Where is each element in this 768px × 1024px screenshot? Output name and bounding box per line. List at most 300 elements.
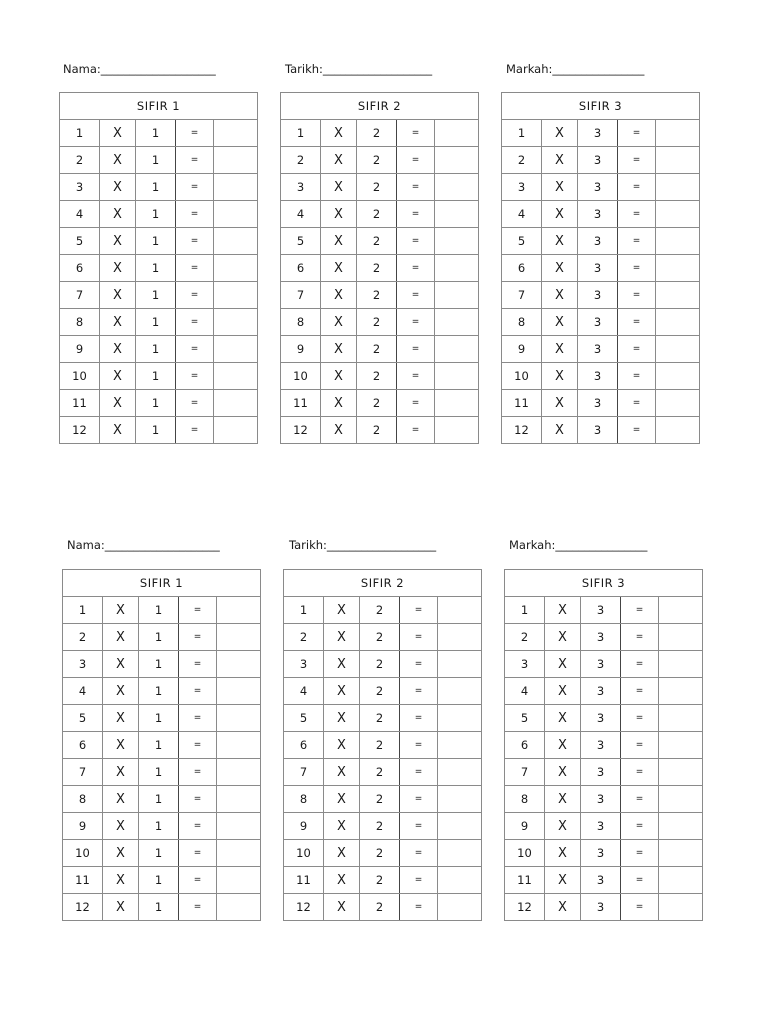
times-sign: X [542, 255, 578, 282]
times-sign: X [100, 174, 136, 201]
answer-cell[interactable] [435, 201, 479, 228]
equals-sign: = [621, 678, 659, 705]
markah-field [509, 538, 647, 552]
markah-label: Markah:________________ [509, 538, 648, 552]
answer-cell[interactable] [438, 705, 482, 732]
equals-sign: = [397, 309, 435, 336]
table-row [502, 255, 700, 282]
equals-sign: = [400, 786, 438, 813]
row-number: 1 [505, 597, 545, 624]
multiplier: 3 [578, 174, 618, 201]
equals-sign: = [400, 759, 438, 786]
table-row [502, 390, 700, 417]
table-row [502, 417, 700, 444]
answer-cell[interactable] [659, 597, 703, 624]
table-row [63, 651, 261, 678]
answer-cell[interactable] [438, 867, 482, 894]
table-row [502, 201, 700, 228]
answer-cell[interactable] [659, 894, 703, 921]
multiplier: 1 [139, 651, 179, 678]
table-row [63, 786, 261, 813]
table-row [60, 174, 258, 201]
table-row [60, 363, 258, 390]
times-sign: X [103, 624, 139, 651]
row-number: 3 [284, 651, 324, 678]
times-sign: X [103, 651, 139, 678]
multiplier: 2 [360, 867, 400, 894]
answer-cell[interactable] [435, 147, 479, 174]
equals-sign: = [618, 336, 656, 363]
answer-cell[interactable] [659, 732, 703, 759]
row-number: 7 [63, 759, 103, 786]
multiplier: 3 [578, 147, 618, 174]
answer-cell[interactable] [435, 363, 479, 390]
answer-cell[interactable] [438, 759, 482, 786]
times-sign: X [545, 759, 581, 786]
row-number: 2 [281, 147, 321, 174]
table-row [63, 813, 261, 840]
multiplier: 2 [357, 336, 397, 363]
equals-sign: = [618, 174, 656, 201]
row-number: 2 [63, 624, 103, 651]
times-sign: X [542, 282, 578, 309]
equals-sign: = [618, 309, 656, 336]
answer-cell[interactable] [435, 390, 479, 417]
table-row [505, 597, 703, 624]
multiplier: 1 [136, 282, 176, 309]
table-row [505, 759, 703, 786]
row-number: 12 [281, 417, 321, 444]
multiplier: 1 [136, 363, 176, 390]
row-number: 1 [502, 120, 542, 147]
sifir-title: SIFIR 1 [60, 93, 258, 120]
row-number: 5 [502, 228, 542, 255]
equals-sign: = [176, 336, 214, 363]
multiplier: 1 [136, 120, 176, 147]
answer-cell[interactable] [656, 309, 700, 336]
row-number: 4 [284, 678, 324, 705]
times-sign: X [103, 705, 139, 732]
answer-cell[interactable] [656, 390, 700, 417]
row-number: 2 [505, 624, 545, 651]
answer-cell[interactable] [435, 417, 479, 444]
answer-cell[interactable] [214, 228, 258, 255]
table-row [60, 336, 258, 363]
answer-cell[interactable] [214, 255, 258, 282]
answer-cell[interactable] [217, 678, 261, 705]
answer-cell[interactable] [659, 759, 703, 786]
answer-cell[interactable] [435, 255, 479, 282]
answer-cell[interactable] [214, 309, 258, 336]
table-title-row [63, 570, 261, 597]
times-sign: X [545, 597, 581, 624]
answer-cell[interactable] [217, 786, 261, 813]
equals-sign: = [621, 894, 659, 921]
multiplier: 1 [139, 624, 179, 651]
equals-sign: = [179, 651, 217, 678]
answer-cell[interactable] [217, 759, 261, 786]
table-row [502, 120, 700, 147]
equals-sign: = [400, 651, 438, 678]
row-number: 12 [284, 894, 324, 921]
row-number: 3 [502, 174, 542, 201]
multiplier: 1 [136, 417, 176, 444]
answer-cell[interactable] [217, 624, 261, 651]
row-number: 3 [505, 651, 545, 678]
sifir-table [283, 569, 482, 921]
times-sign: X [100, 255, 136, 282]
times-sign: X [324, 813, 360, 840]
sifir-table [501, 92, 700, 444]
equals-sign: = [176, 174, 214, 201]
answer-cell[interactable] [438, 732, 482, 759]
times-sign: X [324, 624, 360, 651]
sifir-title: SIFIR 2 [281, 93, 479, 120]
equals-sign: = [397, 282, 435, 309]
row-number: 4 [502, 201, 542, 228]
answer-cell[interactable] [435, 120, 479, 147]
times-sign: X [324, 678, 360, 705]
table-row [281, 201, 479, 228]
multiplier: 1 [139, 597, 179, 624]
table-row [505, 894, 703, 921]
times-sign: X [324, 651, 360, 678]
table-row [60, 255, 258, 282]
times-sign: X [321, 309, 357, 336]
answer-cell[interactable] [659, 651, 703, 678]
multiplier: 1 [139, 894, 179, 921]
times-sign: X [321, 336, 357, 363]
markah-label: Markah:________________ [506, 62, 645, 76]
equals-sign: = [179, 678, 217, 705]
equals-sign: = [621, 651, 659, 678]
times-sign: X [100, 309, 136, 336]
multiplier: 1 [136, 174, 176, 201]
row-number: 1 [60, 120, 100, 147]
nama-field [67, 538, 220, 552]
equals-sign: = [176, 417, 214, 444]
table-row [284, 705, 482, 732]
table-title-row [284, 570, 482, 597]
answer-cell[interactable] [438, 651, 482, 678]
answer-cell[interactable] [438, 597, 482, 624]
multiplier: 1 [139, 759, 179, 786]
equals-sign: = [179, 624, 217, 651]
table-row [281, 228, 479, 255]
row-number: 6 [281, 255, 321, 282]
row-number: 11 [60, 390, 100, 417]
equals-sign: = [618, 417, 656, 444]
multiplier: 1 [139, 678, 179, 705]
times-sign: X [103, 597, 139, 624]
multiplier: 3 [581, 597, 621, 624]
times-sign: X [100, 201, 136, 228]
answer-cell[interactable] [217, 894, 261, 921]
answer-cell[interactable] [656, 336, 700, 363]
table-row [63, 678, 261, 705]
answer-cell[interactable] [659, 786, 703, 813]
multiplier: 1 [139, 867, 179, 894]
row-number: 7 [60, 282, 100, 309]
table-title-row [502, 93, 700, 120]
table-row [505, 840, 703, 867]
tarikh-field [289, 538, 436, 552]
answer-cell[interactable] [438, 678, 482, 705]
answer-cell[interactable] [217, 732, 261, 759]
times-sign: X [545, 894, 581, 921]
table-row [505, 624, 703, 651]
row-number: 10 [284, 840, 324, 867]
table-row [281, 363, 479, 390]
answer-cell[interactable] [438, 894, 482, 921]
multiplier: 1 [136, 390, 176, 417]
answer-cell[interactable] [214, 120, 258, 147]
row-number: 12 [60, 417, 100, 444]
answer-cell[interactable] [217, 840, 261, 867]
answer-cell[interactable] [659, 867, 703, 894]
multiplier: 2 [360, 813, 400, 840]
table-row [63, 759, 261, 786]
answer-cell[interactable] [435, 228, 479, 255]
times-sign: X [103, 894, 139, 921]
multiplier: 1 [139, 813, 179, 840]
multiplier: 2 [360, 597, 400, 624]
table-row [284, 786, 482, 813]
answer-cell[interactable] [435, 309, 479, 336]
times-sign: X [545, 624, 581, 651]
table-row [63, 597, 261, 624]
answer-cell[interactable] [438, 813, 482, 840]
times-sign: X [103, 786, 139, 813]
times-sign: X [321, 201, 357, 228]
equals-sign: = [179, 786, 217, 813]
tarikh-field [285, 62, 432, 76]
times-sign: X [545, 786, 581, 813]
row-number: 9 [284, 813, 324, 840]
multiplier: 3 [581, 759, 621, 786]
multiplier: 1 [139, 732, 179, 759]
answer-cell[interactable] [214, 336, 258, 363]
table-row [281, 309, 479, 336]
row-number: 9 [60, 336, 100, 363]
equals-sign: = [621, 759, 659, 786]
multiplier: 3 [578, 120, 618, 147]
equals-sign: = [400, 705, 438, 732]
table-row [60, 309, 258, 336]
multiplier: 2 [357, 417, 397, 444]
table-row [284, 813, 482, 840]
row-number: 8 [60, 309, 100, 336]
table-row [281, 174, 479, 201]
answer-cell[interactable] [659, 678, 703, 705]
equals-sign: = [621, 840, 659, 867]
row-number: 4 [281, 201, 321, 228]
answer-cell[interactable] [217, 597, 261, 624]
times-sign: X [545, 840, 581, 867]
multiplier: 1 [136, 201, 176, 228]
row-number: 2 [284, 624, 324, 651]
row-number: 9 [505, 813, 545, 840]
times-sign: X [103, 813, 139, 840]
table-title-row [505, 570, 703, 597]
multiplier: 2 [357, 120, 397, 147]
answer-cell[interactable] [214, 417, 258, 444]
multiplier: 3 [581, 705, 621, 732]
equals-sign: = [397, 336, 435, 363]
multiplier: 2 [357, 255, 397, 282]
row-number: 2 [502, 147, 542, 174]
answer-cell[interactable] [217, 813, 261, 840]
answer-cell[interactable] [438, 624, 482, 651]
equals-sign: = [176, 147, 214, 174]
answer-cell[interactable] [656, 363, 700, 390]
answer-cell[interactable] [214, 363, 258, 390]
sifir-title: SIFIR 3 [505, 570, 703, 597]
equals-sign: = [176, 201, 214, 228]
times-sign: X [103, 867, 139, 894]
sifir-title: SIFIR 3 [502, 93, 700, 120]
equals-sign: = [397, 390, 435, 417]
times-sign: X [324, 759, 360, 786]
equals-sign: = [397, 255, 435, 282]
answer-cell[interactable] [656, 147, 700, 174]
answer-cell[interactable] [438, 840, 482, 867]
table-row [281, 417, 479, 444]
answer-cell[interactable] [656, 201, 700, 228]
times-sign: X [103, 759, 139, 786]
table-row [505, 867, 703, 894]
table-row [284, 732, 482, 759]
answer-cell[interactable] [435, 336, 479, 363]
times-sign: X [545, 732, 581, 759]
times-sign: X [321, 255, 357, 282]
equals-sign: = [176, 120, 214, 147]
equals-sign: = [618, 363, 656, 390]
multiplier: 2 [357, 390, 397, 417]
equals-sign: = [179, 597, 217, 624]
times-sign: X [545, 813, 581, 840]
row-number: 4 [505, 678, 545, 705]
answer-cell[interactable] [659, 813, 703, 840]
equals-sign: = [397, 363, 435, 390]
times-sign: X [324, 867, 360, 894]
answer-cell[interactable] [214, 390, 258, 417]
times-sign: X [324, 597, 360, 624]
times-sign: X [321, 390, 357, 417]
row-number: 11 [281, 390, 321, 417]
row-number: 12 [63, 894, 103, 921]
table-row [284, 867, 482, 894]
row-number: 10 [502, 363, 542, 390]
answer-cell[interactable] [659, 624, 703, 651]
answer-cell[interactable] [656, 228, 700, 255]
times-sign: X [321, 417, 357, 444]
answer-cell[interactable] [214, 201, 258, 228]
multiplier: 2 [357, 363, 397, 390]
row-number: 12 [502, 417, 542, 444]
markah-field [506, 62, 644, 76]
equals-sign: = [621, 867, 659, 894]
row-number: 1 [284, 597, 324, 624]
multiplier: 2 [357, 309, 397, 336]
row-number: 10 [281, 363, 321, 390]
times-sign: X [542, 147, 578, 174]
answer-cell[interactable] [214, 282, 258, 309]
row-number: 6 [63, 732, 103, 759]
table-row [505, 678, 703, 705]
answer-cell[interactable] [659, 840, 703, 867]
equals-sign: = [621, 732, 659, 759]
answer-cell[interactable] [435, 282, 479, 309]
table-row [284, 840, 482, 867]
row-number: 9 [281, 336, 321, 363]
row-number: 6 [284, 732, 324, 759]
row-number: 11 [63, 867, 103, 894]
equals-sign: = [400, 867, 438, 894]
answer-cell[interactable] [217, 867, 261, 894]
answer-cell[interactable] [656, 174, 700, 201]
table-row [284, 894, 482, 921]
equals-sign: = [618, 255, 656, 282]
answer-cell[interactable] [217, 705, 261, 732]
row-number: 8 [281, 309, 321, 336]
times-sign: X [100, 147, 136, 174]
equals-sign: = [397, 174, 435, 201]
answer-cell[interactable] [214, 147, 258, 174]
times-sign: X [545, 651, 581, 678]
answer-cell[interactable] [656, 255, 700, 282]
multiplier: 1 [136, 228, 176, 255]
tarikh-label: Tarikh:___________________ [289, 538, 437, 552]
answer-cell[interactable] [438, 786, 482, 813]
equals-sign: = [618, 147, 656, 174]
equals-sign: = [621, 786, 659, 813]
multiplier: 2 [357, 228, 397, 255]
times-sign: X [100, 363, 136, 390]
answer-cell[interactable] [656, 120, 700, 147]
table-row [505, 813, 703, 840]
times-sign: X [100, 417, 136, 444]
table-row [502, 174, 700, 201]
table-row [502, 363, 700, 390]
multiplier: 2 [357, 282, 397, 309]
table-title-row [60, 93, 258, 120]
table-row [284, 597, 482, 624]
answer-cell[interactable] [656, 282, 700, 309]
multiplier: 3 [581, 732, 621, 759]
equals-sign: = [179, 732, 217, 759]
table-row [505, 705, 703, 732]
row-number: 2 [60, 147, 100, 174]
answer-cell[interactable] [435, 174, 479, 201]
multiplier: 2 [360, 624, 400, 651]
multiplier: 3 [578, 363, 618, 390]
times-sign: X [321, 174, 357, 201]
times-sign: X [545, 678, 581, 705]
row-number: 9 [63, 813, 103, 840]
nama-label: Nama:____________________ [63, 62, 216, 76]
equals-sign: = [179, 840, 217, 867]
answer-cell[interactable] [214, 174, 258, 201]
answer-cell[interactable] [217, 651, 261, 678]
answer-cell[interactable] [659, 705, 703, 732]
row-number: 9 [502, 336, 542, 363]
row-number: 7 [281, 282, 321, 309]
equals-sign: = [179, 867, 217, 894]
answer-cell[interactable] [656, 417, 700, 444]
table-row [505, 732, 703, 759]
multiplier: 3 [578, 228, 618, 255]
